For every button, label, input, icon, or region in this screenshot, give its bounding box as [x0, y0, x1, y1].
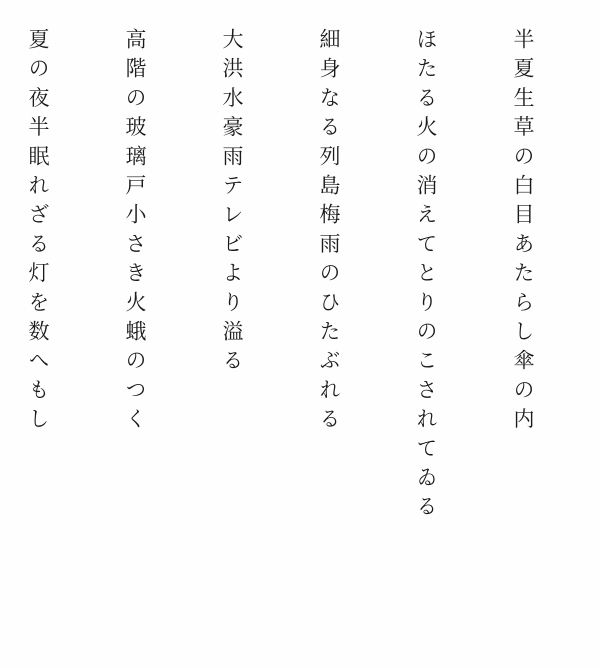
- haiku-line-1: 半夏生草の白目あたらし傘の内: [511, 28, 535, 437]
- haiku-line-5: 高階の玻璃戸小さき火蛾のつく: [123, 28, 147, 437]
- haiku-line-6: 夏の夜半眠れざる灯を数へもし: [26, 28, 50, 437]
- haiku-line-4: 大洪水豪雨テレビより溢る: [220, 28, 244, 379]
- haiku-line-3: 細身なる列島梅雨のひたぶれる: [317, 28, 341, 437]
- haiku-line-2: ほたる火の消えてとりのこされてゐる: [414, 28, 438, 525]
